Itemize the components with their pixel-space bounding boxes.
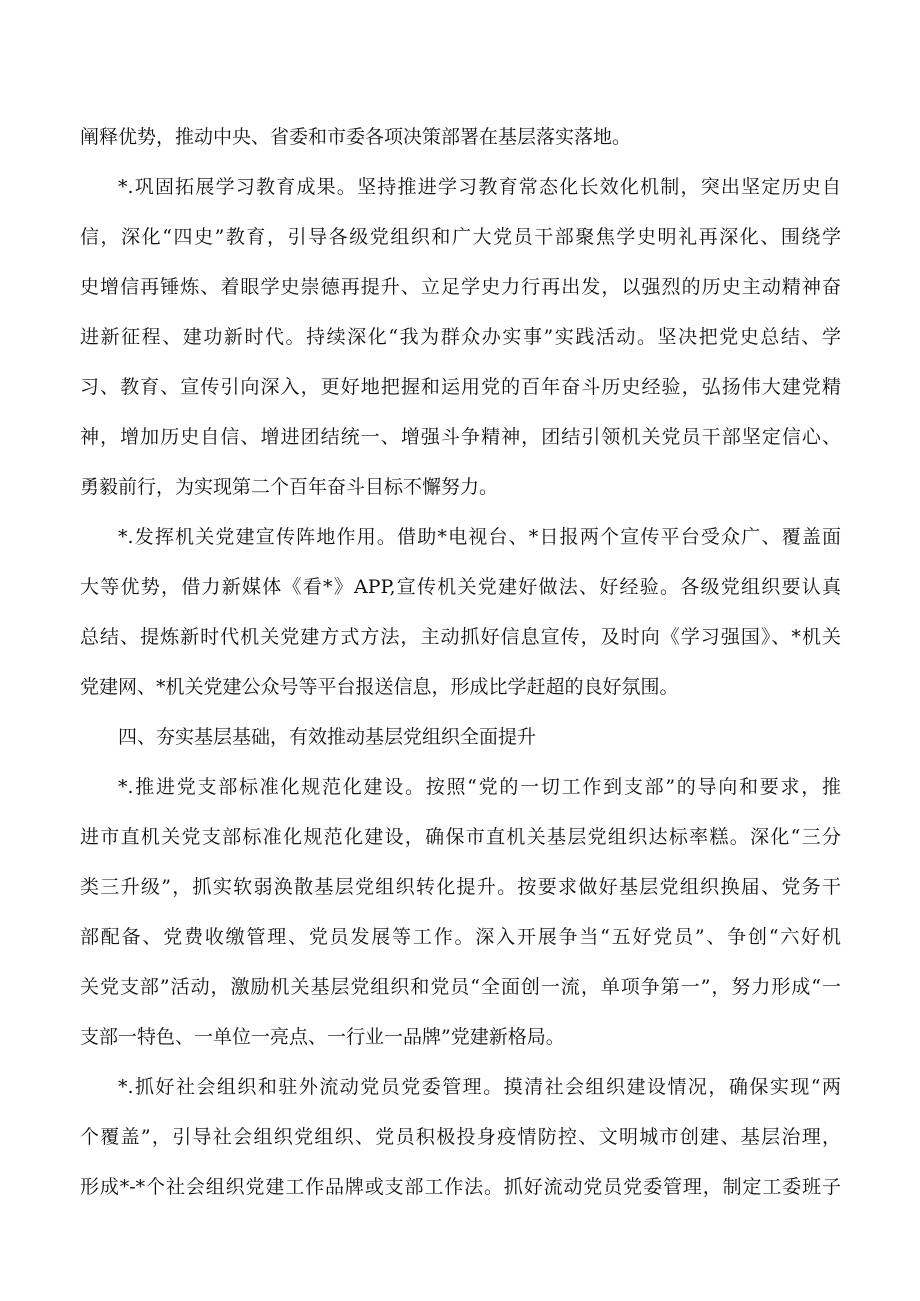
- text-line-content: 部配备、党费收缴管理、党员发展等工作。深入开展争当“五好党员”、争创“六好机: [80, 926, 841, 948]
- text-line: [0, 1015, 920, 1059]
- text-line: [0, 815, 920, 859]
- text-line: [0, 565, 920, 609]
- text-line-content: 进新征程、建功新时代。持续深化“我为群众办实事”实践活动。坚决把党史总结、学: [80, 326, 841, 348]
- text-line: [0, 865, 920, 909]
- text-line: [0, 915, 920, 959]
- text-line-content: 大等优势，借力新媒体《看*》APP,宣传机关党建好做法、好经验。各级党组织要认真: [80, 576, 841, 598]
- section-heading-text: 四、夯实基层基础，有效推动基层党组织全面提升: [118, 726, 537, 748]
- text-line-content: 个覆盖”，引导社会组织党组织、党员积极投身疫情防控、文明城市创建、基层治理，: [80, 1126, 841, 1148]
- text-line-content: *.抓好社会组织和驻外流动党员党委管理。摸清社会组织建设情况，确保实现“两: [118, 1076, 841, 1098]
- text-line-content: 党建网、*机关党建公众号等平台报送信息，形成比学赶超的良好氛围。: [80, 676, 679, 698]
- text-line: [0, 315, 920, 359]
- text-line: [0, 415, 920, 459]
- text-line: [0, 465, 920, 509]
- text-line-content: 总结、提炼新时代机关党建方式方法，主动抓好信息宣传，及时向《学习强国》、*机关: [80, 626, 841, 648]
- text-line-content: *.巩固拓展学习教育成果。坚持推进学习教育常态化长效化机制，突出坚定历史自: [118, 176, 841, 198]
- text-line-content: 神，增加历史自信、增进团结统一、增强斗争精神，团结引领机关党员干部坚定信心、: [80, 426, 841, 448]
- text-line-content: 形成*-*个社会组织党建工作品牌或支部工作法。抓好流动党员党委管理，制定工委班子: [80, 1176, 841, 1198]
- text-line-content: 支部一特色、一单位一亮点、一行业一品牌”党建新格局。: [80, 1026, 565, 1048]
- text-line: [0, 115, 920, 159]
- text-line: [0, 1115, 920, 1159]
- text-line-content: 类三升级”，抓实软弱涣散基层党组织转化提升。按要求做好基层党组织换届、党务干: [80, 876, 841, 898]
- text-line: [0, 965, 920, 1009]
- text-line-content: 关党支部”活动，激励机关基层党组织和党员“全面创一流，单项争第一”，努力形成“一: [80, 976, 841, 998]
- text-line-content: 习、教育、宣传引向深入，更好地把握和运用党的百年奋斗历史经验，弘扬伟大建党精: [80, 376, 841, 398]
- text-line-content: *.推进党支部标准化规范化建设。按照“党的一切工作到支部”的导向和要求，推: [118, 776, 841, 798]
- text-line: [0, 265, 920, 309]
- text-line-content: 信，深化“四史”教育，引导各级党组织和广大党员干部聚焦学史明礼再深化、围绕学: [80, 226, 841, 248]
- text-line-content: 勇毅前行，为实现第二个百年奋斗目标不懈努力。: [80, 476, 499, 498]
- section-heading: [0, 715, 920, 759]
- text-line-content: 阐释优势，推动中央、省委和市委各项决策部署在基层落实落地。: [80, 126, 632, 148]
- text-line-content: 进市直机关党支部标准化规范化建设，确保市直机关基层党组织达标率糕。深化“三分: [80, 826, 841, 848]
- text-line: [0, 165, 920, 209]
- text-line: [0, 765, 920, 809]
- text-line: [0, 1065, 920, 1109]
- text-line: [0, 365, 920, 409]
- text-line-content: *.发挥机关党建宣传阵地作用。借助*电视台、*日报两个宣传平台受众广、覆盖面: [118, 526, 841, 548]
- text-line-content: 史增信再锤炼、着眼学史崇德再提升、立足学史力行再出发，以强烈的历史主动精神奋: [80, 276, 841, 298]
- text-line: [0, 215, 920, 259]
- text-line: [0, 515, 920, 559]
- text-line: [0, 665, 920, 709]
- text-line: [0, 615, 920, 659]
- text-line: [0, 1165, 920, 1209]
